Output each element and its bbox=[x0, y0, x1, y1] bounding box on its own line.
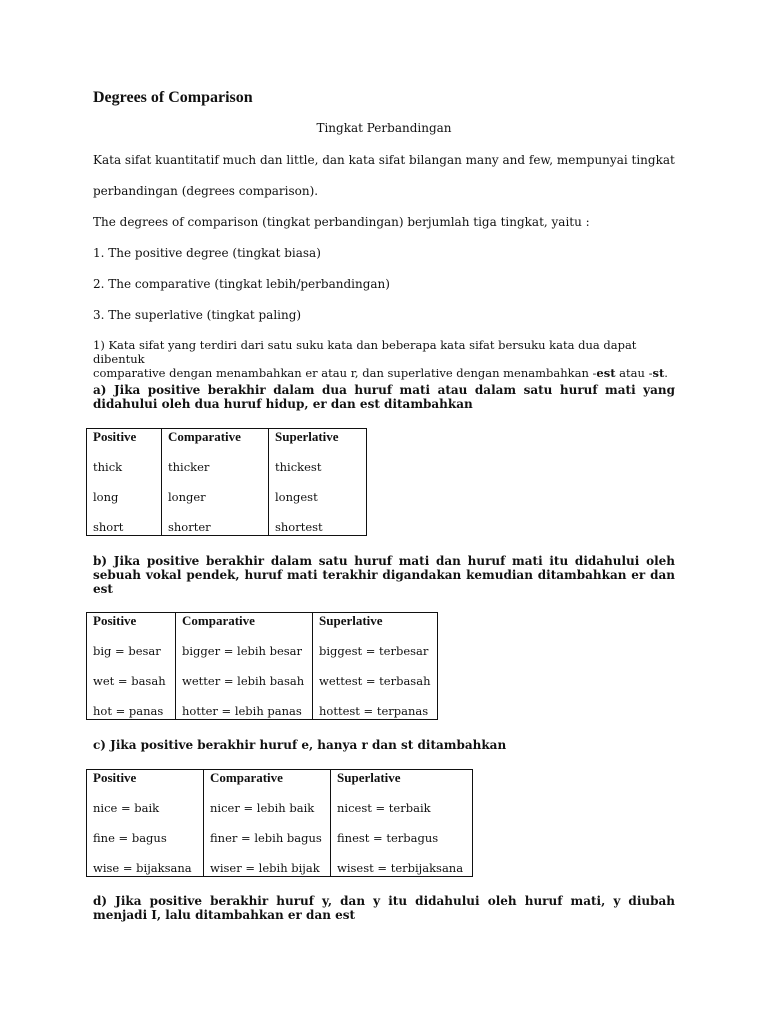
table-cell bbox=[204, 770, 331, 877]
table-cell-text: short bbox=[93, 520, 124, 534]
table-header-superlative: Superlative bbox=[337, 770, 401, 785]
table-cell bbox=[87, 613, 176, 720]
table-cell-text: thickest bbox=[275, 460, 322, 474]
rule-1-line-1: 1) Kata sifat yang terdiri dari satu suku kata dan beberapa kata sifat bersuku kata dua dapat dibentuk bbox=[93, 338, 637, 366]
table-cell-text: finer = lebih bagus bbox=[210, 831, 322, 845]
table-header-superlative: Superlative bbox=[319, 613, 383, 628]
table-cell-text: wetter = lebih basah bbox=[182, 674, 305, 688]
table-header-comparative: Comparative bbox=[182, 613, 255, 628]
table-header-positive: Positive bbox=[93, 429, 137, 444]
table-cell bbox=[331, 770, 473, 877]
table-cell-text: shorter bbox=[168, 520, 211, 534]
table-cell-text: long bbox=[93, 490, 119, 504]
table-cell-text: nicer = lebih baik bbox=[210, 801, 315, 815]
table-cell bbox=[313, 613, 438, 720]
degree-item-3: 3. The superlative (tingkat paling) bbox=[93, 308, 302, 322]
page-title: Degrees of Comparison bbox=[93, 89, 253, 106]
table-cell bbox=[269, 429, 367, 536]
table-cell-text: thicker bbox=[168, 460, 210, 474]
table-cell bbox=[162, 429, 269, 536]
table-cell-text: hottest = terpanas bbox=[319, 704, 429, 718]
table-cell-text: longer bbox=[168, 490, 206, 504]
comparison-table-b bbox=[86, 612, 438, 720]
section-c-heading: c) Jika positive berakhir huruf e, hanya r dan st ditambahkan bbox=[93, 738, 507, 752]
rule-1-st: st bbox=[652, 366, 665, 380]
table-cell-text: finest = terbagus bbox=[337, 831, 439, 845]
table-cell-text: hot = panas bbox=[93, 704, 164, 718]
rule-1-est: est bbox=[596, 366, 616, 380]
table-cell-text: biggest = terbesar bbox=[319, 644, 429, 658]
page-subtitle: Tingkat Perbandingan bbox=[316, 121, 452, 135]
table-cell-text: wiser = lebih bijak bbox=[210, 861, 320, 875]
table-cell-text: fine = bagus bbox=[93, 831, 167, 845]
table-cell-text: wise = bijaksana bbox=[93, 861, 192, 875]
table-cell-text: wisest = terbijaksana bbox=[337, 861, 464, 875]
rule-1-line-2e: . bbox=[664, 366, 668, 380]
degree-item-2: 2. The comparative (tingkat lebih/perbandingan) bbox=[93, 277, 390, 291]
table-header-comparative: Comparative bbox=[168, 429, 241, 444]
table-cell-text: longest bbox=[275, 490, 318, 504]
section-a-heading: a) Jika positive berakhir dalam dua huruf mati atau dalam satu huruf mati yang didahului oleh dua huruf hidup, er dan est ditambahkan bbox=[93, 383, 675, 411]
degree-item-1: 1. The positive degree (tingkat biasa) bbox=[93, 246, 321, 260]
table-row bbox=[87, 770, 473, 877]
table-row bbox=[87, 613, 438, 720]
rule-1-line-2c: atau - bbox=[615, 366, 653, 380]
section-b-heading: b) Jika positive berakhir dalam satu huruf mati dan huruf mati itu didahului oleh sebuah vokal pendek, huruf mati terakhir digandakan kemudian ditambahkan er dan est bbox=[93, 554, 675, 596]
table-cell-text: shortest bbox=[275, 520, 323, 534]
comparison-table-a bbox=[86, 428, 367, 536]
table-cell bbox=[87, 429, 162, 536]
table-cell-text: bigger = lebih besar bbox=[182, 644, 303, 658]
table-header-positive: Positive bbox=[93, 770, 137, 785]
section-d-heading: d) Jika positive berakhir huruf y, dan y itu didahului oleh huruf mati, y diubah menjadi I, lalu ditambahkan er dan est bbox=[93, 894, 675, 922]
table-header-comparative: Comparative bbox=[210, 770, 283, 785]
intro-line-2: perbandingan (degrees comparison). bbox=[93, 184, 319, 198]
table-cell bbox=[176, 613, 313, 720]
comparison-table-c bbox=[86, 769, 473, 877]
table-cell-text: nice = baik bbox=[93, 801, 160, 815]
rule-1-line-2a: comparative dengan menambahkan er atau r, dan superlative dengan menambahkan - bbox=[93, 366, 597, 380]
table-cell-text: wet = basah bbox=[93, 674, 166, 688]
table-header-superlative: Superlative bbox=[275, 429, 339, 444]
table-cell-text: big = besar bbox=[93, 644, 161, 658]
table-cell bbox=[87, 770, 204, 877]
intro-line-1: Kata sifat kuantitatif much dan little, dan kata sifat bilangan many and few, mempunyai tingkat bbox=[93, 153, 675, 167]
table-cell-text: wettest = terbasah bbox=[319, 674, 431, 688]
table-row bbox=[87, 429, 367, 536]
table-cell-text: thick bbox=[93, 460, 123, 474]
table-cell-text: nicest = terbaik bbox=[337, 801, 431, 815]
degrees-intro: The degrees of comparison (tingkat perbandingan) berjumlah tiga tingkat, yaitu : bbox=[93, 215, 590, 229]
table-cell-text: hotter = lebih panas bbox=[182, 704, 302, 718]
table-header-positive: Positive bbox=[93, 613, 137, 628]
rule-1-paragraph bbox=[93, 338, 675, 380]
